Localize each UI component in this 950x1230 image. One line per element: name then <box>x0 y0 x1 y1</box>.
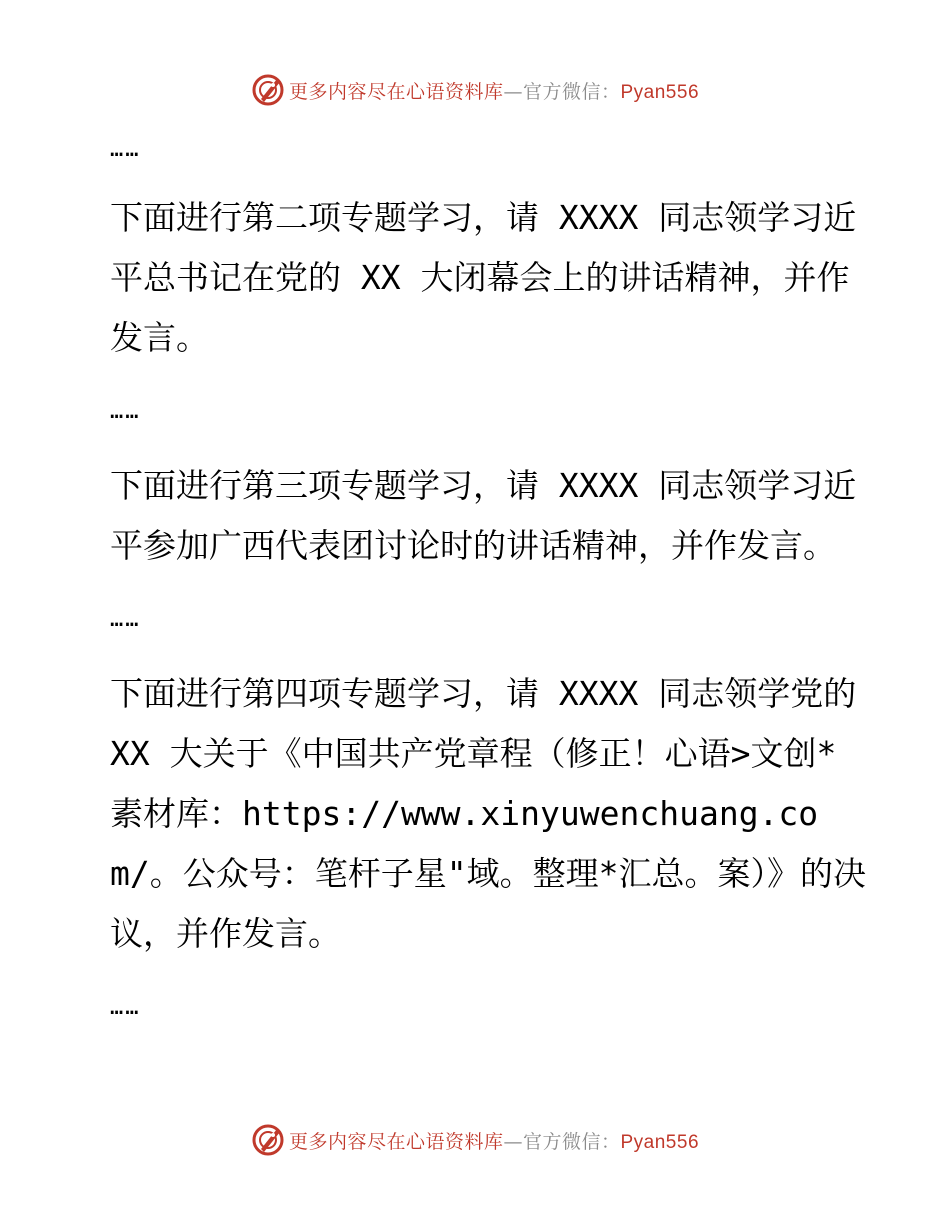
ellipsis-4: …… <box>110 995 141 1020</box>
ellipsis-2: …… <box>110 399 141 424</box>
footer-wechat-id: Pyan556 <box>620 1131 700 1153</box>
footer-dash: — <box>503 1130 523 1153</box>
footer-red-text: 更多内容尽在心语资料库 <box>288 1130 504 1153</box>
paragraph-item-4: 下面进行第四项专题学习，请 XXXX 同志领学党的 XX 大关于《中国共产党章程（修正！心语>文创*素材库：https://www.xinyuwenchuang.com/。公众号：笔杆子星"域。整理*汇总。案）》的决议，并作发言。 <box>110 674 866 953</box>
ellipsis-3: …… <box>110 607 141 632</box>
header-banner <box>0 72 950 108</box>
quill-pen-logo-icon <box>251 73 285 107</box>
header-wechat-id: Pyan556 <box>620 81 700 103</box>
document-body <box>96 120 866 1038</box>
footer-wechat-label: 官方微信： <box>522 1130 621 1153</box>
footer-banner <box>0 1122 950 1158</box>
header-wechat-label: 官方微信： <box>522 80 621 103</box>
footer-text <box>289 1127 699 1154</box>
header-text <box>289 77 699 104</box>
paragraph-item-3: 下面进行第三项专题学习，请 XXXX 同志领学习近平参加广西代表团讨论时的讲话精神，并作发言。 <box>110 466 857 565</box>
paragraph-item-2: 下面进行第二项专题学习，请 XXXX 同志领学习近平总书记在党的 XX 大闭幕会上的讲话精神，并作发言。 <box>110 198 857 357</box>
header-red-text: 更多内容尽在心语资料库 <box>288 80 504 103</box>
header-dash: — <box>503 80 523 103</box>
quill-pen-logo-icon <box>251 1123 285 1157</box>
ellipsis-1: …… <box>110 137 141 162</box>
